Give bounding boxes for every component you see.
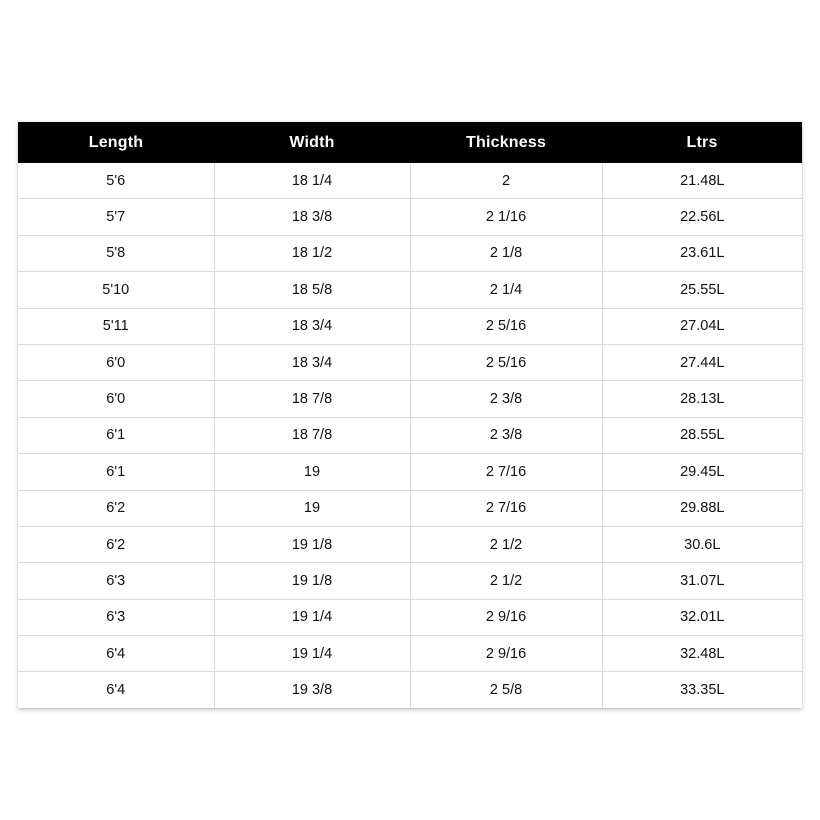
cell-thickness: 2 1/2 bbox=[410, 526, 602, 562]
cell-thickness: 2 bbox=[410, 163, 602, 199]
table-header-row bbox=[18, 122, 802, 163]
cell-length: 6'4 bbox=[18, 636, 214, 672]
column-header-thickness: Thickness bbox=[410, 122, 602, 163]
size-chart-card bbox=[18, 122, 802, 708]
cell-length: 5'10 bbox=[18, 272, 214, 308]
cell-thickness: 2 5/8 bbox=[410, 672, 602, 708]
table-row bbox=[18, 308, 802, 344]
cell-length: 6'0 bbox=[18, 381, 214, 417]
table-row bbox=[18, 454, 802, 490]
table-row bbox=[18, 344, 802, 380]
cell-length: 5'11 bbox=[18, 308, 214, 344]
column-header-width: Width bbox=[214, 122, 410, 163]
table-row bbox=[18, 381, 802, 417]
cell-width: 18 7/8 bbox=[214, 381, 410, 417]
cell-length: 6'1 bbox=[18, 454, 214, 490]
cell-thickness: 2 1/2 bbox=[410, 563, 602, 599]
cell-thickness: 2 5/16 bbox=[410, 344, 602, 380]
cell-length: 6'0 bbox=[18, 344, 214, 380]
column-header-length: Length bbox=[18, 122, 214, 163]
cell-width: 18 3/4 bbox=[214, 344, 410, 380]
cell-ltrs: 22.56L bbox=[602, 199, 802, 235]
column-header-ltrs: Ltrs bbox=[602, 122, 802, 163]
table-row bbox=[18, 526, 802, 562]
cell-ltrs: 33.35L bbox=[602, 672, 802, 708]
cell-ltrs: 29.88L bbox=[602, 490, 802, 526]
cell-thickness: 2 1/16 bbox=[410, 199, 602, 235]
cell-thickness: 2 3/8 bbox=[410, 381, 602, 417]
cell-length: 5'6 bbox=[18, 163, 214, 199]
cell-width: 19 bbox=[214, 490, 410, 526]
table-row bbox=[18, 636, 802, 672]
table-header bbox=[18, 122, 802, 163]
cell-width: 19 1/4 bbox=[214, 599, 410, 635]
cell-length: 6'3 bbox=[18, 599, 214, 635]
cell-thickness: 2 1/8 bbox=[410, 235, 602, 271]
cell-thickness: 2 1/4 bbox=[410, 272, 602, 308]
cell-width: 19 1/8 bbox=[214, 526, 410, 562]
cell-ltrs: 28.55L bbox=[602, 417, 802, 453]
cell-width: 19 bbox=[214, 454, 410, 490]
cell-length: 5'7 bbox=[18, 199, 214, 235]
cell-width: 18 1/4 bbox=[214, 163, 410, 199]
cell-ltrs: 27.04L bbox=[602, 308, 802, 344]
table-row bbox=[18, 272, 802, 308]
cell-width: 18 3/8 bbox=[214, 199, 410, 235]
table-row bbox=[18, 235, 802, 271]
cell-ltrs: 32.01L bbox=[602, 599, 802, 635]
surfboard-size-table bbox=[18, 122, 802, 708]
table-row bbox=[18, 199, 802, 235]
cell-length: 6'2 bbox=[18, 490, 214, 526]
cell-ltrs: 29.45L bbox=[602, 454, 802, 490]
cell-length: 5'8 bbox=[18, 235, 214, 271]
table-row bbox=[18, 490, 802, 526]
cell-thickness: 2 7/16 bbox=[410, 490, 602, 526]
cell-ltrs: 27.44L bbox=[602, 344, 802, 380]
cell-thickness: 2 3/8 bbox=[410, 417, 602, 453]
cell-width: 18 5/8 bbox=[214, 272, 410, 308]
cell-width: 19 1/8 bbox=[214, 563, 410, 599]
cell-ltrs: 21.48L bbox=[602, 163, 802, 199]
table-row bbox=[18, 163, 802, 199]
cell-ltrs: 31.07L bbox=[602, 563, 802, 599]
table-row bbox=[18, 417, 802, 453]
cell-length: 6'3 bbox=[18, 563, 214, 599]
table-row bbox=[18, 563, 802, 599]
cell-width: 19 1/4 bbox=[214, 636, 410, 672]
cell-ltrs: 25.55L bbox=[602, 272, 802, 308]
cell-ltrs: 30.6L bbox=[602, 526, 802, 562]
cell-width: 19 3/8 bbox=[214, 672, 410, 708]
table-row bbox=[18, 599, 802, 635]
cell-length: 6'4 bbox=[18, 672, 214, 708]
cell-ltrs: 23.61L bbox=[602, 235, 802, 271]
cell-width: 18 7/8 bbox=[214, 417, 410, 453]
table-row bbox=[18, 672, 802, 708]
table-body bbox=[18, 163, 802, 708]
cell-length: 6'2 bbox=[18, 526, 214, 562]
cell-width: 18 3/4 bbox=[214, 308, 410, 344]
cell-thickness: 2 9/16 bbox=[410, 599, 602, 635]
cell-thickness: 2 5/16 bbox=[410, 308, 602, 344]
cell-width: 18 1/2 bbox=[214, 235, 410, 271]
cell-thickness: 2 7/16 bbox=[410, 454, 602, 490]
cell-ltrs: 32.48L bbox=[602, 636, 802, 672]
cell-ltrs: 28.13L bbox=[602, 381, 802, 417]
cell-length: 6'1 bbox=[18, 417, 214, 453]
cell-thickness: 2 9/16 bbox=[410, 636, 602, 672]
